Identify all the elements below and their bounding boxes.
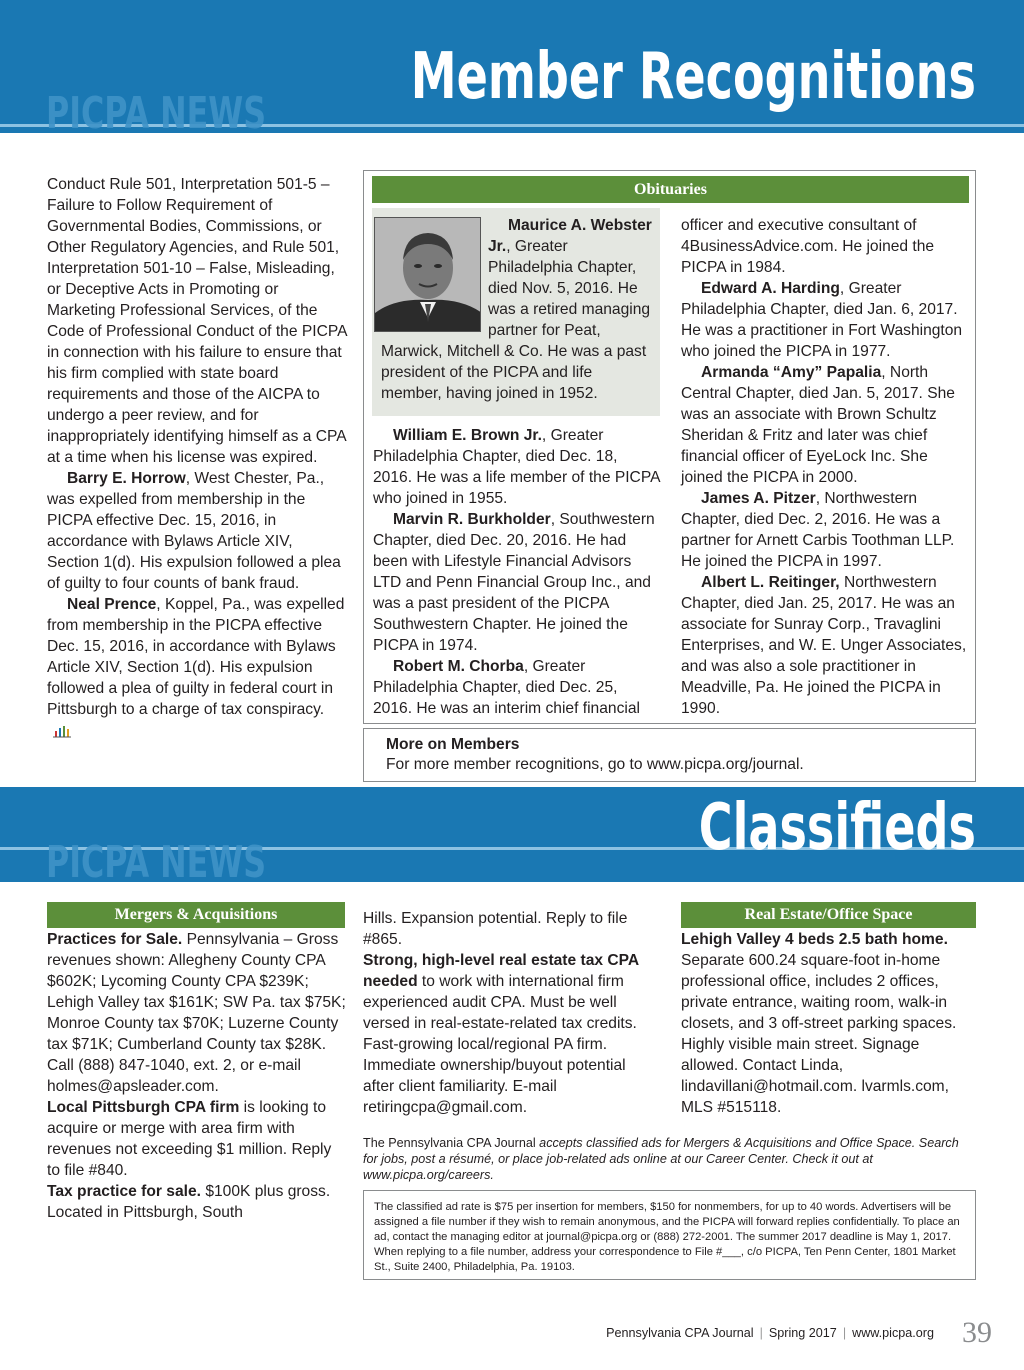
member-name: Robert M. Chorba	[393, 658, 524, 675]
obituary-entry	[681, 362, 971, 488]
paragraph	[47, 468, 347, 594]
member-name: Marvin R. Burkholder	[393, 511, 551, 528]
obituary-text: , Greater Philadelphia Chapter, died Jan. 6, 2017. He was a practitioner in Fort Washington who joined the PICPA in 1977.	[681, 280, 963, 360]
footer-website: www.picpa.org	[852, 1326, 934, 1340]
portrait-photo	[374, 217, 481, 332]
member-name: Albert L. Reitinger,	[701, 574, 840, 591]
obituary-text: Northwestern Chapter, died Jan. 25, 2017. He was an associate for Sunray Corp., Travaglini Enterprises, and W. E. Unger Associates, and was also a sole practitioner in Meadville, Pa. He joined the PICPA in 1990.	[681, 574, 967, 717]
notice-text: accepts classified ads for Mergers & Acquisitions and Office Space. Search for jobs, post a résumé, or place job-related ads online at our Career Center. Check it out at www.picpa.org/careers.	[363, 1136, 959, 1182]
portrait-image	[375, 218, 481, 332]
classified-ad	[47, 929, 347, 1097]
member-name: Barry E. Horrow	[67, 470, 186, 487]
obituary-entry	[373, 509, 660, 656]
footer-separator: |	[759, 1326, 763, 1340]
obituary-text: , Greater Philadelphia Chapter, died Dec. 18, 2016. He was a life member of the PICPA who joined in 1955.	[373, 427, 660, 507]
end-mark-icon	[53, 724, 73, 738]
footer-separator: |	[842, 1326, 847, 1340]
paragraph-text: , West Chester, Pa., was expelled from membership in the PICPA effective Dec. 15, 2016, in accordance with Bylaws Article XIV, Section 1(d). His expulsion followed a plea of guilty to four counts of bank fraud.	[47, 470, 341, 592]
paragraph	[47, 594, 347, 741]
ad-rate-box	[363, 1190, 976, 1280]
footer-journal: Pennsylvania CPA Journal	[606, 1326, 754, 1340]
ad-lead: Local Pittsburgh CPA firm	[47, 1099, 240, 1116]
top-banner	[0, 0, 1024, 133]
ad-text: to work with international firm experienced audit CPA. Must be well versed in real-estate-related tax credits. Fast-growing local/regional PA firm. Immediate ownership/buyout potential after client familiarity. E-mail retiringcpa@gmail.com.	[363, 973, 637, 1116]
ad-lead: Lehigh Valley 4 beds 2.5 bath home.	[681, 931, 948, 948]
ad-text: Pennsylvania – Gross revenues shown: Allegheny County CPA $602K; Lycoming County CPA $239K; Lehigh Valley tax $161K; SW Pa. tax $75K; Monroe County tax $70K; Luzerne County tax $71K; Cumberland County tax $28K. Call (888) 847-1040, ext. 2, or e-mail holmes@apsleader.com.	[47, 931, 346, 1095]
obituaries-header: Obituaries	[372, 176, 969, 203]
page-title: Member Recognitions	[410, 40, 976, 114]
member-name: Maurice A. Webster Jr.	[488, 217, 652, 255]
classified-ad	[47, 1181, 347, 1223]
paragraph: Conduct Rule 501, Interpretation 501-5 – Failure to Follow Requirement of Governmental Bodies, Commissions, or Other Regulatory Agencies, and Rule 501, Interpretation 501-10 – False, Misleading, or Deceptive Acts in Promoting or Marketing Professional Services, of the Code of Professional Conduct of the PICPA in connection with his failure to ensure that his firm complied with state board requirements and those of the AICPA to undergo a peer review, and for inappropriately identifying himself as a CPA at a time when his license was expired.	[47, 176, 347, 466]
more-on-members-box	[363, 728, 976, 782]
classifieds-column-3	[681, 929, 977, 1118]
member-name: Neal Prence	[67, 596, 157, 613]
featured-text-end: Marwick, Mitchell & Co. He was a past president of the PICPA and life member, having joined in 1952.	[381, 343, 647, 402]
featured-obituary-top	[488, 215, 653, 341]
obituary-text: , Greater Philadelphia Chapter, died Dec. 25, 2016. He was an interim chief financial	[373, 658, 640, 717]
mergers-acquisitions-header: Mergers & Acquisitions	[47, 902, 345, 928]
footer-text	[606, 1326, 934, 1340]
classified-ad	[681, 929, 977, 1118]
member-name: James A. Pitzer	[701, 490, 816, 507]
obituaries-column-2	[373, 425, 660, 719]
page-number: 39	[962, 1316, 992, 1349]
classifieds-notice	[363, 1135, 963, 1183]
member-name: Edward A. Harding	[701, 280, 840, 297]
ad-text: is looking to acquire or merge with area firm with revenues not exceeding $1 million. Reply to file #840.	[47, 1099, 332, 1179]
classifieds-column-1	[47, 929, 347, 1223]
obituary-text: , Southwestern Chapter, died Dec. 20, 2016. He had been with Lifestyle Financial Advisors LTD and Penn Financial Group Inc., and was a past president of the PICPA Southwestern Chapter. He joined the PICPA in 1974.	[373, 511, 655, 654]
left-column	[47, 174, 347, 741]
ad-text: $100K plus gross. Located in Pittsburgh, South	[47, 1183, 331, 1221]
obituaries-column-3	[681, 215, 971, 719]
member-name: William E. Brown Jr.	[393, 427, 542, 444]
obituary-text: , North Central Chapter, died Jan. 5, 2017. She was an associate with Brown Schultz Sheridan & Fritz and later was chief financial officer of EyeLock Inc. She joined the PICPA in 2000.	[681, 364, 955, 486]
featured-text-start: , Greater Philadelphia Chapter, died Nov. 5, 2016. He was a retired managing partner for Peat,	[488, 238, 651, 339]
obituary-continuation: officer and executive consultant of 4BusinessAdvice.com. He joined the PICPA in 1984.	[681, 217, 935, 276]
classifieds-column-2	[363, 908, 659, 1118]
real-estate-header: Real Estate/Office Space	[681, 902, 976, 928]
obituary-entry	[681, 488, 971, 572]
featured-obituary-bottom	[381, 341, 653, 404]
classifieds-banner	[0, 787, 1024, 882]
journal-name: The Pennsylvania CPA Journal	[363, 1136, 536, 1150]
obituary-entry	[681, 572, 971, 719]
ad-text: Separate 600.24 square-foot in-home professional office, includes 2 offices, private entrance, waiting room, walk-in closets, and 3 off-street parking spaces. Highly visible main street. Signage allowed. Contact Linda, lindavillani@hotmail.com. lvarmls.com, MLS #515118.	[681, 952, 957, 1116]
ad-lead: Strong, high-level real estate tax CPA needed	[363, 952, 639, 990]
ad-lead: Practices for Sale.	[47, 931, 183, 948]
section-label: PICPA NEWS	[46, 88, 267, 133]
classifieds-title: Classifieds	[698, 791, 976, 865]
obituary-entry	[373, 656, 660, 719]
classified-ad	[47, 1097, 347, 1181]
obituary-entry	[373, 425, 660, 509]
member-name: Armanda “Amy” Papalia	[701, 364, 882, 381]
obituary-entry	[681, 278, 971, 362]
classified-ad-continuation: Hills. Expansion potential. Reply to file #865.	[363, 910, 628, 948]
obituary-text: , Northwestern Chapter, died Dec. 2, 2016. He was a partner for Arnett Carbis Toothman LLP. He joined the PICPA in 1997.	[681, 490, 955, 570]
page-footer	[540, 1318, 992, 1352]
ad-lead: Tax practice for sale.	[47, 1183, 201, 1200]
paragraph-text: , Koppel, Pa., was expelled from membership in the PICPA effective Dec. 15, 2016, in accordance with Bylaws Article XIV, Section 1(d). His expulsion followed a plea of guilty in federal court in Pittsburgh to a charge of tax conspiracy.	[47, 596, 345, 718]
footer-issue: Spring 2017	[768, 1326, 837, 1340]
more-on-members-text: For more member recognitions, go to www.picpa.org/journal.	[386, 756, 804, 773]
ad-rate-text: The classified ad rate is $75 per insertion for members, $150 for nonmembers, for up to 40 words. Advertisers will be assigned a file number if they wish to remain anonymous, and the PICPA will forward replies confidentially. To place an ad, contact the managing editor at journal@picpa.org or (888) 272-2001. The summer 2017 deadline is May 1, 2017. When replying to a file number, address your correspondence to File #___, c/o PICPA, Ten Penn Center, 1801 Market St., Suite 2400, Philadelphia, Pa. 19103.	[374, 1201, 960, 1273]
classified-ad	[363, 950, 659, 1118]
section-label: PICPA NEWS	[46, 837, 267, 882]
more-on-members-heading: More on Members	[386, 736, 520, 753]
